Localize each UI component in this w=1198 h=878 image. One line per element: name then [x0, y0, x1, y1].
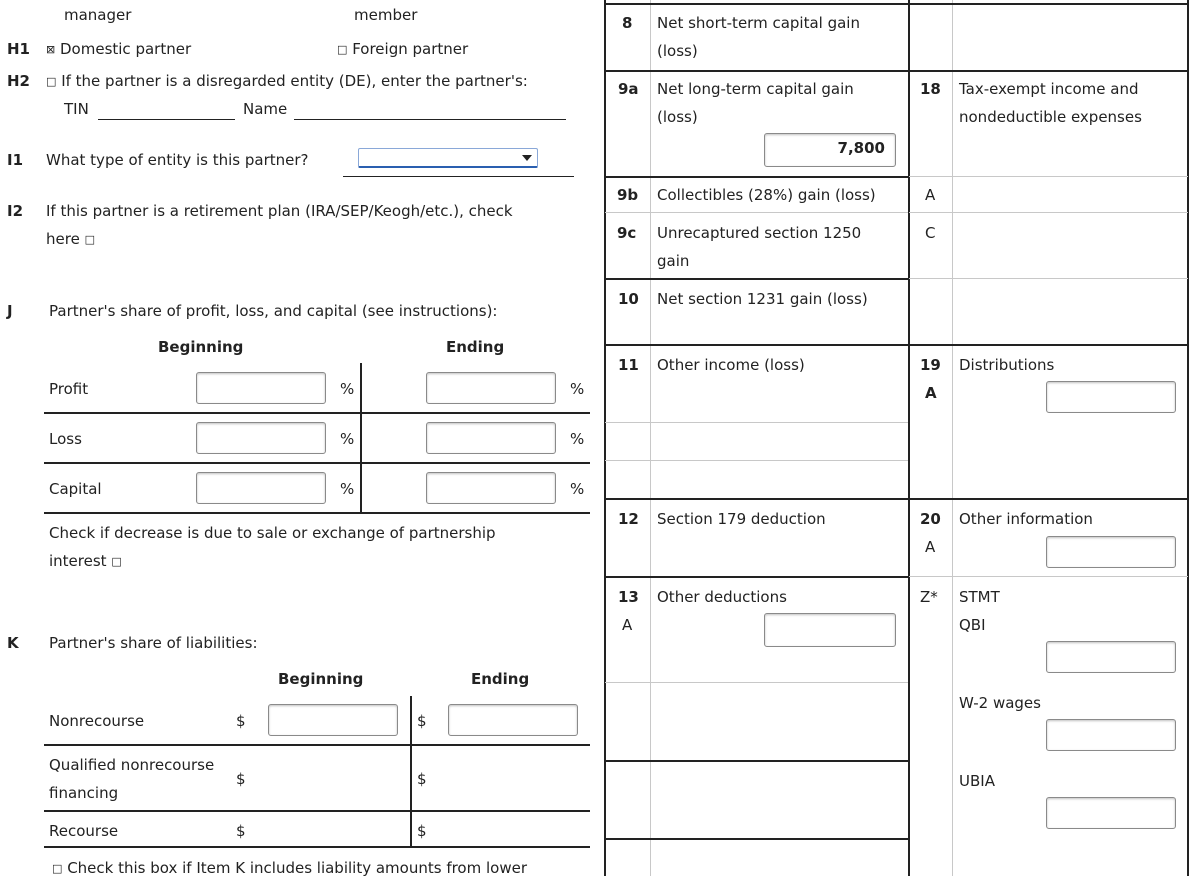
line-13-sub-code: A — [622, 616, 633, 634]
dollar-sign: $ — [236, 822, 246, 840]
row-border — [605, 576, 908, 578]
row-border — [605, 422, 908, 423]
k-ending-header: Ending — [471, 670, 530, 688]
line-13-input[interactable] — [764, 613, 896, 647]
i2-line1: If this partner is a retirement plan (IRA/SEP/Keogh/etc.), check — [46, 202, 513, 220]
row-border — [605, 212, 908, 213]
domestic-checkbox[interactable]: ⊠ — [46, 43, 56, 56]
line-8-label: Net short-term capital gain — [657, 14, 860, 32]
j-beginning-header: Beginning — [158, 338, 244, 356]
k-beginning-header: Beginning — [278, 670, 364, 688]
h1-code: H1 — [7, 40, 30, 58]
j-row-divider — [44, 462, 590, 464]
row-border — [605, 344, 908, 346]
j-ending-header: Ending — [446, 338, 505, 356]
qbi-input[interactable] — [1046, 641, 1176, 673]
domestic-label: Domestic partner — [60, 40, 192, 58]
percent-sign: % — [340, 430, 355, 448]
line-20-code: 20 — [920, 510, 941, 528]
k-row-divider — [44, 810, 590, 812]
de-checkbox[interactable]: □ — [46, 75, 57, 88]
line-20-z-code: Z* — [920, 588, 938, 606]
line-18-label: Tax-exempt income and — [959, 80, 1139, 98]
entity-type-select[interactable] — [358, 148, 538, 168]
foreign-label: Foreign partner — [352, 40, 469, 58]
tin-input-line[interactable] — [98, 119, 235, 120]
line-9c-label-2: gain — [657, 252, 690, 270]
k-qualified-line2: financing — [49, 784, 119, 802]
row-border — [605, 460, 908, 461]
percent-sign: % — [340, 480, 355, 498]
percent-sign: % — [570, 380, 585, 398]
j-row-divider — [44, 512, 590, 514]
h2-text: If the partner is a disregarded entity (DE), enter the partner's: — [61, 72, 528, 90]
j-column-divider — [360, 363, 362, 513]
j-text: Partner's share of profit, loss, and capital (see instructions): — [49, 302, 498, 320]
line-13-label: Other deductions — [657, 588, 787, 606]
j-loss-label: Loss — [49, 430, 82, 448]
foreign-checkbox[interactable]: □ — [337, 43, 348, 56]
line-20-label: Other information — [959, 510, 1093, 528]
line-11-code: 11 — [618, 356, 639, 374]
k-lower-tier-row — [52, 859, 527, 878]
i1-question: What type of entity is this partner? — [46, 151, 309, 169]
k-recourse-label: Recourse — [49, 822, 119, 840]
profit-ending-input[interactable] — [426, 372, 556, 404]
code-column-divider — [952, 0, 953, 876]
foreign-partner-option[interactable] — [337, 40, 468, 59]
j-capital-label: Capital — [49, 480, 102, 498]
k-code: K — [7, 634, 19, 652]
line-19-code: 19 — [920, 356, 941, 374]
j-code: J — [7, 302, 13, 320]
manager-label: manager — [64, 6, 132, 24]
line-9a-input[interactable]: 7,800 — [764, 133, 896, 167]
retirement-checkbox[interactable]: □ — [84, 233, 95, 246]
line-19-input[interactable] — [1046, 381, 1176, 413]
line-9c-code: 9c — [617, 224, 637, 242]
line-9b-code: 9b — [617, 186, 639, 204]
name-label: Name — [243, 100, 288, 118]
dollar-sign: $ — [236, 712, 246, 730]
dollar-sign: $ — [236, 770, 246, 788]
j-row-divider — [44, 412, 590, 414]
row-border — [605, 682, 908, 683]
percent-sign: % — [570, 480, 585, 498]
row-border — [909, 278, 1188, 279]
line-18-code: 18 — [920, 80, 941, 98]
w2-wages-label: W-2 wages — [959, 694, 1041, 712]
line-18-code-c: C — [925, 224, 936, 242]
code-column-divider — [650, 0, 651, 876]
row-border — [909, 344, 1188, 346]
row-border — [909, 498, 1188, 500]
row-border — [605, 838, 908, 840]
row-border — [909, 176, 1188, 177]
dollar-sign: $ — [417, 712, 427, 730]
line-10-code: 10 — [618, 290, 639, 308]
chevron-down-icon — [522, 155, 532, 161]
domestic-partner-option[interactable] — [46, 40, 191, 59]
capital-beginning-input[interactable] — [196, 472, 326, 504]
loss-beginning-input[interactable] — [196, 422, 326, 454]
nonrecourse-beginning-input[interactable] — [268, 704, 398, 736]
k-nonrecourse-label: Nonrecourse — [49, 712, 145, 730]
line-9a-label-2: (loss) — [657, 108, 698, 126]
h2-question — [46, 72, 528, 91]
j-interest-label: interest — [49, 552, 107, 570]
right-table-middle-border — [908, 0, 910, 876]
k-column-divider — [410, 696, 412, 846]
tin-label: TIN — [64, 100, 89, 118]
name-input-line[interactable] — [294, 119, 566, 120]
lower-tier-checkbox[interactable]: □ — [52, 862, 63, 875]
row-border — [605, 760, 908, 762]
qbi-label: QBI — [959, 616, 986, 634]
line-9b-label: Collectibles (28%) gain (loss) — [657, 186, 876, 204]
j-profit-label: Profit — [49, 380, 89, 398]
line-13-code: 13 — [618, 588, 639, 606]
row-border — [909, 212, 1188, 213]
k-row-divider — [44, 744, 590, 746]
ubia-label: UBIA — [959, 772, 995, 790]
line-11-label: Other income (loss) — [657, 356, 805, 374]
capital-ending-input[interactable] — [426, 472, 556, 504]
line-18-label-2: nondeductible expenses — [959, 108, 1142, 126]
dollar-sign: $ — [417, 770, 427, 788]
entity-type-underline — [343, 176, 574, 177]
line-20-sub-code: A — [925, 538, 936, 556]
k-row-divider — [44, 846, 590, 848]
stmt-label: STMT — [959, 588, 1000, 606]
k-qualified-line1: Qualified nonrecourse — [49, 756, 215, 774]
line-9a-code: 9a — [618, 80, 639, 98]
right-table-left-border — [604, 0, 606, 876]
k-lower-text: Check this box if Item K includes liability amounts from lower — [67, 859, 528, 877]
line-10-label: Net section 1231 gain (loss) — [657, 290, 868, 308]
row-border — [605, 70, 908, 72]
dollar-sign: $ — [417, 822, 427, 840]
line-9c-label: Unrecaptured section 1250 — [657, 224, 862, 242]
member-label: member — [354, 6, 418, 24]
i2-here: here — [46, 230, 80, 248]
row-border — [909, 3, 1188, 5]
h2-code: H2 — [7, 72, 30, 90]
line-12-label: Section 179 deduction — [657, 510, 826, 528]
line-20a-input[interactable] — [1046, 536, 1176, 568]
line-18-code-a: A — [925, 186, 936, 204]
k-text: Partner's share of liabilities: — [49, 634, 258, 652]
row-border — [909, 70, 1188, 72]
j-decrease-line1: Check if decrease is due to sale or exchange of partnership — [49, 524, 496, 542]
profit-beginning-input[interactable] — [196, 372, 326, 404]
line-8-label-2: (loss) — [657, 42, 698, 60]
line-8-code: 8 — [622, 14, 633, 32]
percent-sign: % — [340, 380, 355, 398]
right-table-right-border — [1187, 0, 1189, 876]
j-decrease-line2 — [49, 552, 122, 571]
row-border — [605, 176, 908, 178]
i1-code: I1 — [7, 151, 24, 169]
line-12-code: 12 — [618, 510, 639, 528]
ubia-input[interactable] — [1046, 797, 1176, 829]
i2-line2 — [46, 230, 95, 249]
row-border — [605, 3, 908, 5]
row-border — [909, 576, 1188, 577]
nonrecourse-ending-input[interactable] — [448, 704, 578, 736]
line-9a-label: Net long-term capital gain — [657, 80, 854, 98]
percent-sign: % — [570, 430, 585, 448]
decrease-checkbox[interactable]: □ — [111, 555, 122, 568]
row-border — [605, 498, 908, 500]
loss-ending-input[interactable] — [426, 422, 556, 454]
line-19-sub-code: A — [925, 384, 937, 402]
line-19-label: Distributions — [959, 356, 1055, 374]
i2-code: I2 — [7, 202, 24, 220]
w2-wages-input[interactable] — [1046, 719, 1176, 751]
row-border — [605, 278, 908, 280]
